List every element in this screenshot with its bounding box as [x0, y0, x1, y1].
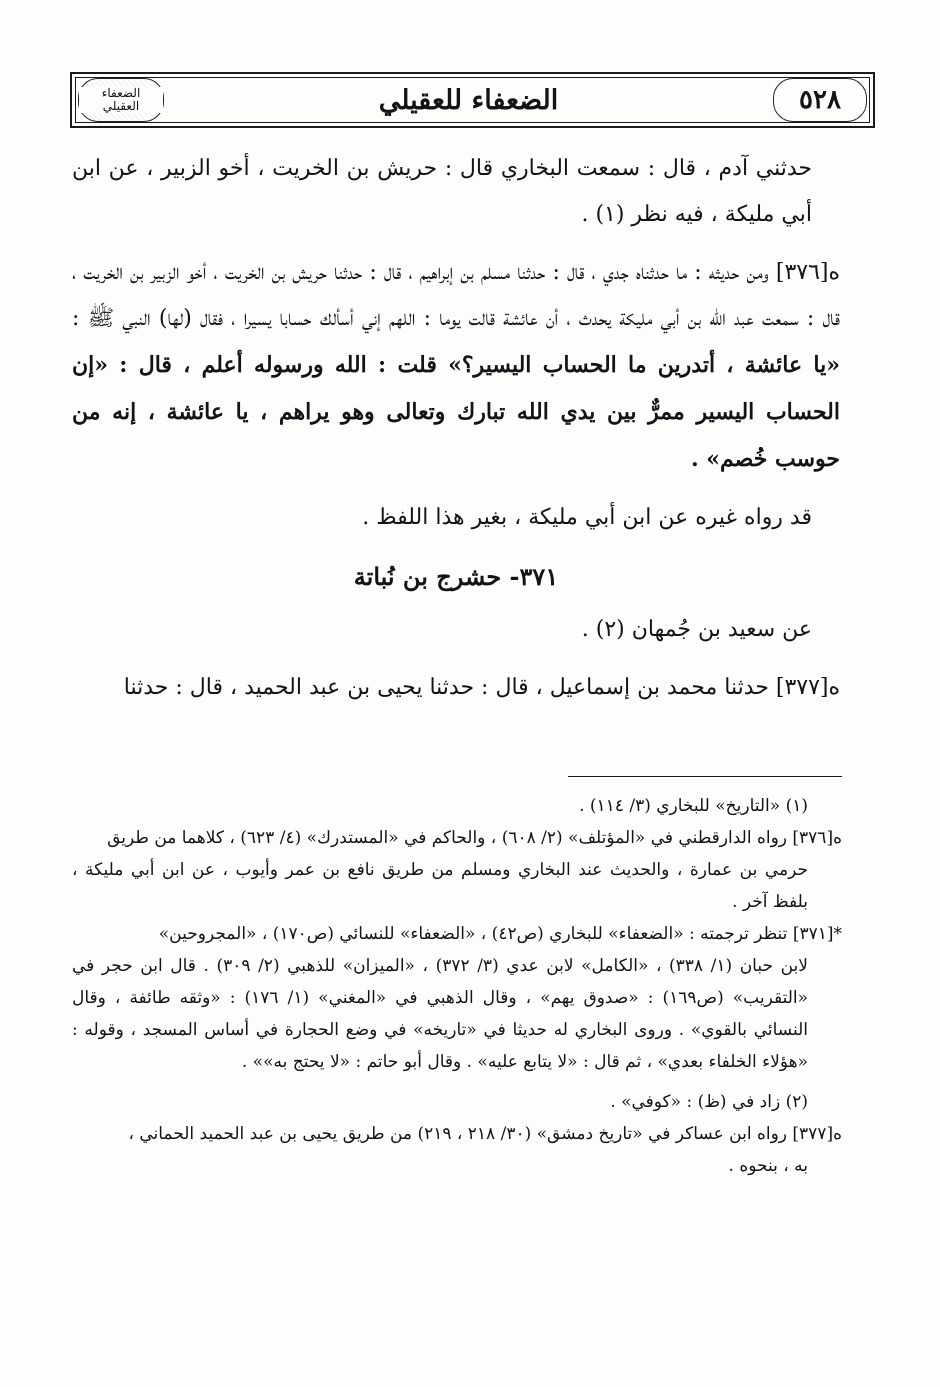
paragraph-narrator: عن سعيد بن جُمهان (٢) . [581, 617, 812, 642]
paragraph-hadith-376 [72, 250, 840, 483]
footnote-377-line2: به ، بنحوه . [728, 1156, 808, 1176]
paragraph-narration: حدثني آدم ، قال : سمعت البخاري قال : حريش بن الخريت ، أخو الزبير ، عن ابن أبي مليكة ، فيه نظر (١) . [72, 156, 812, 227]
footnote-1: (١) «التاريخ» للبخاري (٣/ ١١٤) . [579, 796, 808, 816]
hadith-376-matn: «يا عائشة ، أتدرين ما الحساب اليسير؟» قلت : الله ورسوله أعلم ، قال : «إن الحساب اليسير ممرٌّ بين يدي الله تبارك وتعالى وهو يراهم ، يا عائشة ، إنه من حوسب خُصم» . [72, 352, 840, 472]
footnote-divider [568, 776, 842, 777]
footnote-2: (٢) زاد في (ظ) : «كوفي» . [610, 1092, 808, 1112]
footnote-377-line1: ه[٣٧٧] رواه ابن عساكر في «تاريخ دمشق» (٣٠/ ٢١٨ ، ٢١٩) من طريق يحيى بن عبد الحميد الحماني ، [128, 1124, 842, 1144]
hadith-376-isnad: ه[٣٧٦] ومن حديثه : ما حدثناه جدي ، قال : حدثنا مسلم بن إبراهيم ، قال : حدثنا حريش بن الخريت ، أخو الزبير بن الخريت ، قال : سمعت عبد الله بن أبي مليكة يحدث ، أن عائشة قالت يوما : اللهم إني أسألك حسابا يسيرا ، فقال (لها) النبي ﷺ : [72, 260, 840, 331]
book-title: الضعفاء للعقيلي [378, 84, 559, 116]
running-header [70, 72, 875, 128]
entry-heading: ٣٧١- حشرج بن نُباتة [353, 562, 559, 591]
main-text [72, 146, 840, 711]
footnote-376-line1: ه[٣٧٦] رواه الدارقطني في «المؤتلف» (٢/ ٦٠٨) ، والحاكم في «المستدرك» (٤/ ٦٢٣) ، كلاهما من طريق [107, 828, 842, 848]
paragraph-hadith-377: ه[٣٧٧] حدثنا محمد بن إسماعيل ، قال : حدثنا يحيى بن عبد الحميد ، قال : حدثنا [123, 675, 840, 700]
paragraph-comment: قد رواه غيره عن ابن أبي مليكة ، بغير هذا اللفظ . [362, 505, 812, 530]
footnotes [72, 790, 842, 1182]
footnote-371-line2: لابن حبان (١/ ٣٣٨) ، «الكامل» لابن عدي (٣/ ٣٧٢) ، «الميزان» للذهبي (٢/ ٣٠٩) . قال ابن حجر في «التقريب» (ص١٦٩) : «صدوق يهم» ، وقال الذهبي في «المغني» (١/ ١٧٦) : «وثقه طائفة ، وقال النسائي بالقوي» . وروى البخاري له حديثا في «تاريخه» في وضع الحجارة في أساس المسجد ، وقوله : «هؤلاء الخلفاء بعدي» ، ثم قال : «لا يتابع عليه» . وقال أبو حاتم : «لا يحتج به»» . [72, 956, 809, 1072]
footnote-371-line1: *[٣٧١] تنظر ترجمته : «الضعفاء» للبخاري (ص٤٢) ، «الضعفاء» للنسائي (ص١٧٠) ، «المجروحين» [158, 924, 842, 944]
footnote-376-line2: حرمي بن عمارة ، والحديث عند البخاري ومسلم من طريق نافع بن عمر وأيوب ، عن ابن أبي مليكة ، بلفظ آخر . [72, 860, 808, 912]
ornament-seal [78, 78, 164, 122]
page-number: ٥٢٨ [773, 78, 867, 122]
ornament-text: الضعفاء العقيلي [79, 87, 163, 113]
